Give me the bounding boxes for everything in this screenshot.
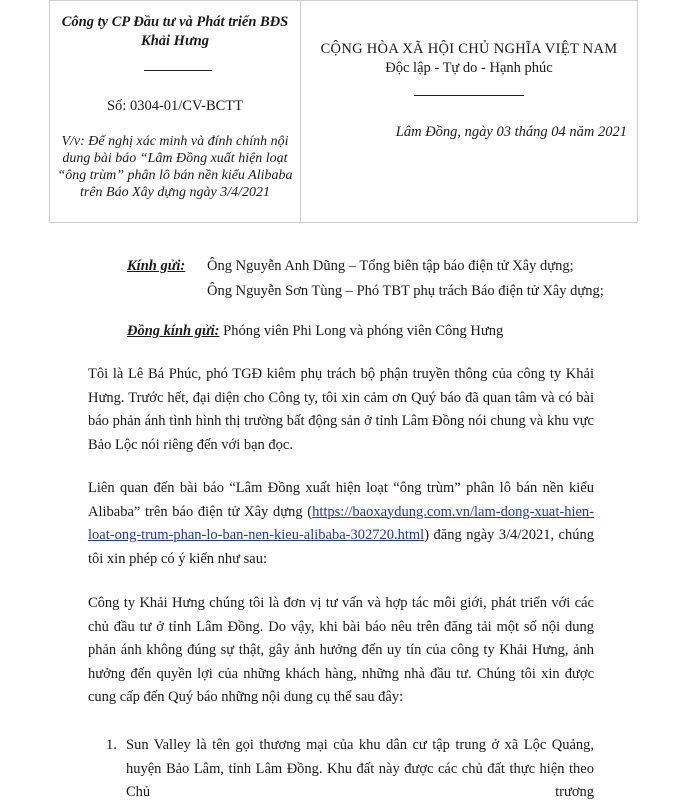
national-title [300, 40, 638, 78]
header-right-box [299, 0, 638, 223]
motto-underline [414, 95, 524, 96]
cc-line [127, 322, 503, 341]
reference-text-after: ) đăng ngày 3/4/2021, chúng tôi xin phép có ý kiến như sau: [88, 527, 594, 567]
list-item-number: 1. [106, 737, 117, 753]
nation-line-2: Độc lập - Tự do - Hạnh phúc [385, 60, 553, 76]
recipient-label [127, 257, 185, 276]
company-underline [144, 70, 212, 71]
to-label: Kính gửi: [127, 258, 186, 274]
reference-text-before: Liên quan đến bài báo “Lâm Đồng xuất hiện loạt “ông trùm” phân lô bán nền kiểu Alibaba” trên báo điện tử Xây dựng ( [88, 480, 594, 520]
recipient-line-2: Ông Nguyễn Sơn Tùng – Phó TBT phụ trách Báo điện tử Xây dựng; [207, 283, 604, 299]
document-subject: V/v: Để nghị xác minh và đính chính nội dung bài báo “Lâm Đồng xuất hiện loạt “ông trùm” phân lô bán nền kiểu Alibaba trên Báo Xây dựng ngày 3/4/2021 [57, 134, 293, 200]
list-item-text: Sun Valley là tên gọi thương mại của khu dân cư tập trung ở xã Lộc Quảng, huyện Bảo Lâm, tỉnh Lâm Đồng. Khu đất này được các chủ đất thực hiện theo Chủ trương [126, 737, 594, 800]
date-line: Lâm Đồng, ngày 03 tháng 04 năm 2021 [395, 124, 627, 140]
nation-line-1: CỘNG HÒA XÃ HỘI CHỦ NGHĨA VIỆT NAM [320, 41, 618, 57]
cc-label: Đồng kính gửi: [127, 323, 220, 339]
paragraph-reference [88, 477, 594, 571]
document-number: Số: 0304-01/CV-BCTT [106, 98, 244, 114]
cc-text: Phóng viên Phi Long và phóng viên Công Hưng [223, 323, 504, 339]
paragraph-intro: Tôi là Lê Bá Phúc, phó TGĐ kiêm phụ trách bộ phận truyền thông của công ty Khải Hưng. Trước hết, đại diện cho Công ty, tôi xin cảm ơn Quý báo đã quan tâm và có bài báo phản ánh tình hình thị trường bất động sản ở tỉnh Lâm Đồng nói chung và khu vực Bảo Lộc nói riêng đến với bạn đọc. [88, 366, 594, 453]
recipient-line-1: Ông Nguyễn Anh Dũng – Tổng biên tập báo điện tử Xây dựng; [207, 258, 574, 274]
paragraph-statement: Công ty Khải Hưng chúng tôi là đơn vị tư vấn và hợp tác môi giới, phát triển với các chủ đầu tư ở tỉnh Lâm Đồng. Do vậy, khi bài báo nêu trên đăng tải một số nội dung phản ánh không đúng sự thật, gây ảnh hưởng đến uy tín của công ty Khải Hưng, ảnh hưởng đến quyền lợi của những khách hàng, những nhà đầu tư. Chúng tôi xin được cung cấp đến Quý báo những nội dung cụ thể sau đây: [88, 595, 594, 705]
company-name: Công ty CP Đầu tư và Phát triển BĐS Khải Hưng [61, 14, 289, 49]
article-link[interactable]: https://baoxaydung.com.vn/lam-dong-xuat-hien-loat-ong-trum-phan-lo-ban-nen-kieu-alibaba-302720.html [88, 503, 594, 543]
